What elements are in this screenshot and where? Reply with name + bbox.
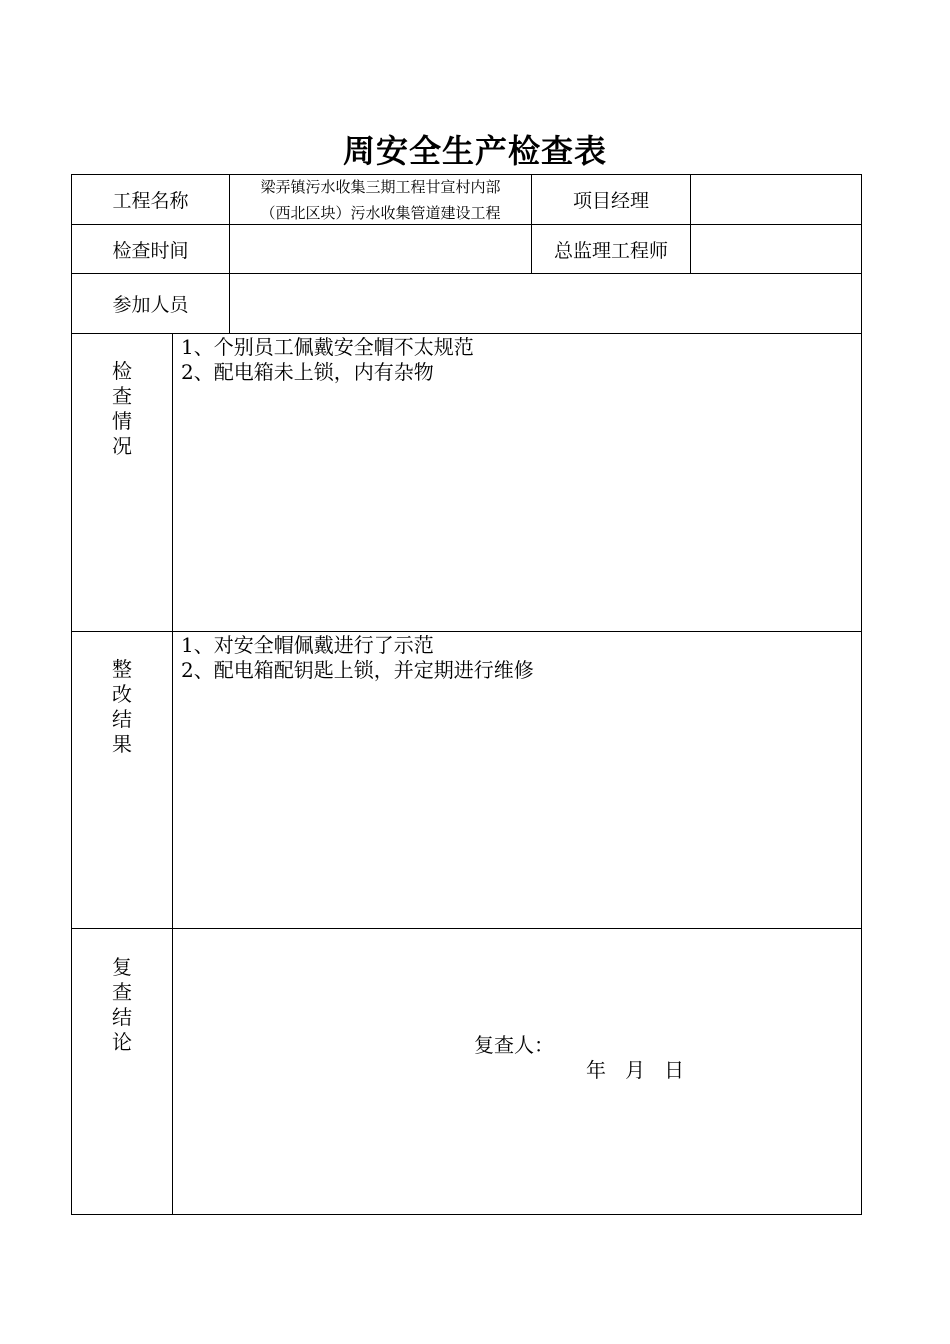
list-item: 1、对安全帽佩戴进行了示范 bbox=[181, 633, 434, 657]
table-border-right bbox=[861, 174, 862, 1215]
review-date-label: 年 月 日 bbox=[586, 1058, 685, 1082]
project-name-value bbox=[230, 175, 531, 224]
project-name-line1: 梁弄镇污水收集三期工程甘宣村内部 bbox=[260, 177, 501, 196]
row-divider bbox=[71, 631, 862, 632]
inspection-section-label: 检 查 情 况 bbox=[112, 359, 132, 458]
review-section-label: 复 查 结 论 bbox=[112, 955, 132, 1054]
chief-supervisor-label: 总监理工程师 bbox=[553, 239, 668, 262]
project-name-line2: （西北区块）污水收集管道建设工程 bbox=[260, 203, 501, 222]
row-divider bbox=[71, 928, 862, 929]
list-item: 1、个别员工佩戴安全帽不太规范 bbox=[181, 335, 474, 359]
rectification-items bbox=[181, 633, 534, 683]
page-title: 周安全生产检查表 bbox=[342, 132, 607, 170]
participants-label: 参加人员 bbox=[112, 294, 189, 316]
project-name-label: 工程名称 bbox=[112, 190, 189, 212]
inspection-items bbox=[181, 335, 474, 385]
project-manager-label: 项目经理 bbox=[572, 190, 649, 212]
rectification-section-label: 整 改 结 果 bbox=[112, 657, 132, 756]
project-manager-value bbox=[691, 175, 861, 224]
participants-value bbox=[230, 274, 861, 333]
list-item: 2、配电箱未上锁，内有杂物 bbox=[181, 360, 434, 384]
inspection-time-value bbox=[230, 225, 531, 273]
list-item: 2、配电箱配钥匙上锁，并定期进行维修 bbox=[181, 658, 534, 682]
inspection-time-label: 检查时间 bbox=[112, 239, 189, 262]
reviewer-label: 复查人： bbox=[474, 1033, 554, 1057]
col-divider bbox=[172, 333, 173, 1215]
chief-supervisor-value bbox=[691, 225, 861, 273]
row-divider bbox=[71, 333, 862, 334]
table-border-bottom bbox=[71, 1214, 862, 1215]
